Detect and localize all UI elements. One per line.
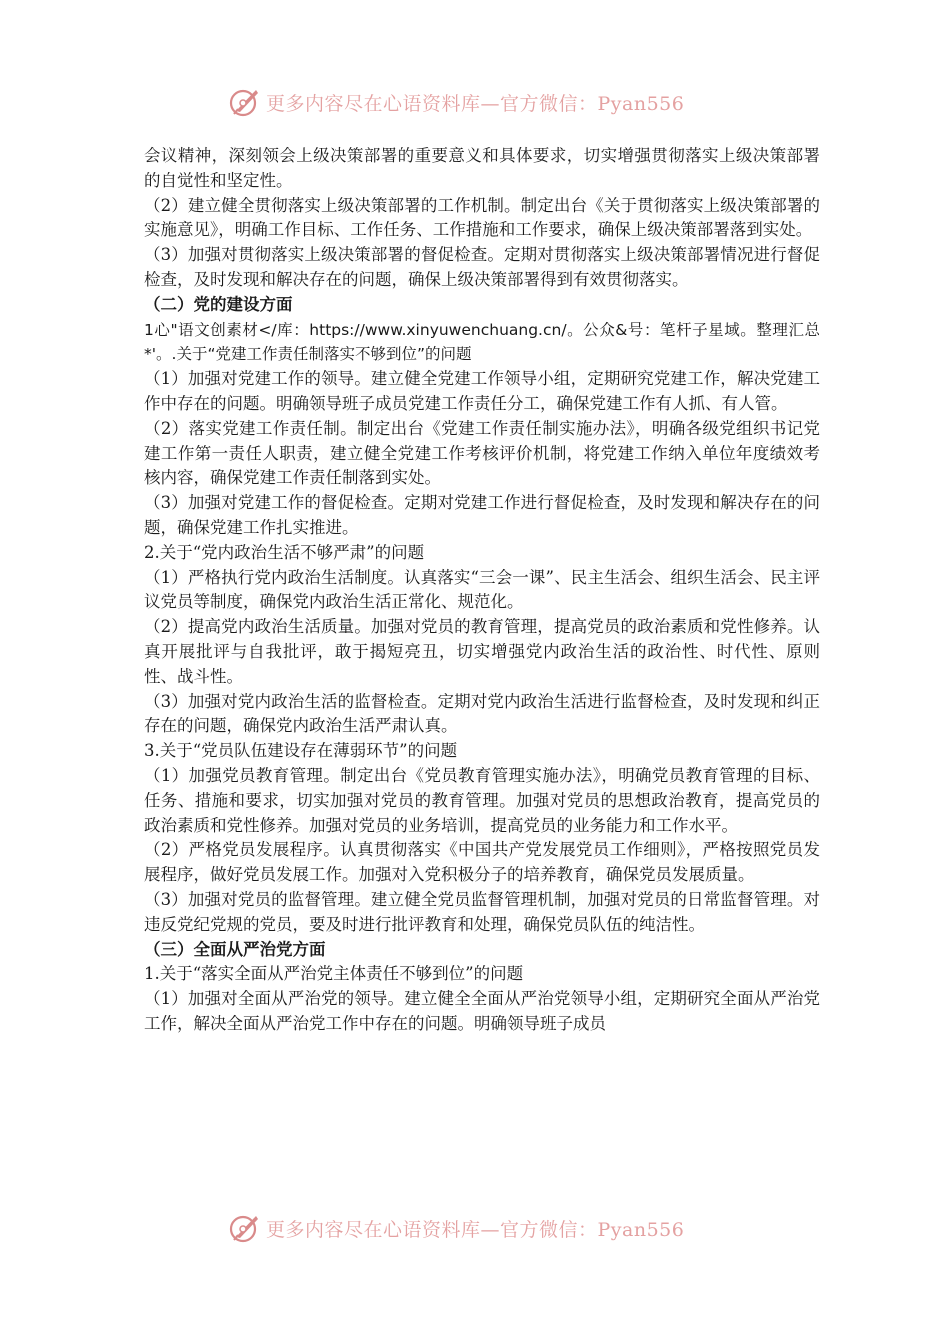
paragraph: 会议精神，深刻领会上级决策部署的重要意义和具体要求，切实增强贯彻落实上级决策部署的自觉性和坚定性。	[144, 146, 820, 190]
paragraph: （1）严格执行党内政治生活制度。认真落实“三会一课”、民主生活会、组织生活会、民主评议党员等制度，确保党内政治生活正常化、规范化。	[144, 567, 820, 612]
footer-banner	[228, 1206, 748, 1250]
paragraph: 2.关于“党内政治生活不够严肃”的问题	[144, 542, 425, 562]
paragraph: （1）加强党员教育管理。制定出台《党员教育管理实施办法》，明确党员教育管理的目标、任务、措施和要求，切实加强对党员的教育管理。加强对党员的思想政治教育，提高党员的政治素质和党性修养。加强对党员的业务培训，提高党员的业务能力和工作水平。	[144, 765, 820, 835]
paragraph: （3）加强对党内政治生活的监督检查。定期对党内政治生活进行监督检查，及时发现和纠正存在的问题，确保党内政治生活严肃认真。	[144, 691, 820, 736]
paragraph: （1）加强对全面从严治党的领导。建立健全全面从严治党领导小组，定期研究全面从严治党工作，解决全面从严治党工作中存在的问题。明确领导班子成员	[144, 989, 820, 1033]
quill-logo-icon	[228, 85, 262, 119]
paragraph: 3.关于“党员队伍建设存在薄弱环节”的问题	[144, 741, 458, 761]
footer-banner-text: 更多内容尽在心语资料库—官方微信：Pyan556	[266, 1218, 685, 1241]
paragraph: （2）严格党员发展程序。认真贯彻落实《中国共产党发展党员工作细则》，严格按照党员发展程序，做好党员发展工作。加强对入党积极分子的培养教育，确保党员发展质量。	[144, 840, 820, 885]
paragraph: （1）加强对党建工作的领导。建立健全党建工作领导小组，定期研究党建工作，解决党建工作中存在的问题。明确领导班子成员党建工作责任分工，确保党建工作有人抓、有人管。	[144, 369, 820, 413]
paragraph: （2）提高党内政治生活质量。加强对党员的教育管理，提高党员的政治素质和党性修养。认真开展批评与自我批评，敢于揭短亮丑，切实增强党内政治生活的政治性、时代性、原则性、战斗性。	[144, 617, 820, 686]
paragraph: 1心"语文创素材</库：https://www.xinyuwenchuang.cn/。公众&号：笔杆子星域。整理汇总*'。.关于“党建工作责任制落实不够到位”的问题	[144, 320, 820, 364]
section-heading: （二）党的建设方面	[144, 294, 293, 314]
paragraph: （3）加强对贯彻落实上级决策部署的督促检查。定期对贯彻落实上级决策部署情况进行督促检查，及时发现和解决存在的问题，确保上级决策部署得到有效贯彻落实。	[144, 245, 820, 289]
paragraph: （2）落实党建工作责任制。制定出台《党建工作责任制实施办法》，明确各级党组织书记党建工作第一责任人职责，建立健全党建工作考核评价机制，将党建工作纳入单位年度绩效考核内容，确保党建工作责任制落到实处。	[144, 418, 820, 488]
paragraph: 1.关于“落实全面从严治党主体责任不够到位”的问题	[144, 964, 524, 984]
header-banner-text: 更多内容尽在心语资料库—官方微信：Pyan556	[266, 92, 685, 115]
document-body	[144, 144, 820, 1037]
paragraph: （2）建立健全贯彻落实上级决策部署的工作机制。制定出台《关于贯彻落实上级决策部署的实施意见》，明确工作目标、工作任务、工作措施和工作要求，确保上级决策部署落到实处。	[144, 195, 820, 240]
quill-logo-icon	[228, 1211, 262, 1245]
section-heading: （三）全面从严治党方面	[144, 939, 326, 959]
header-banner	[228, 80, 748, 124]
paragraph: （3）加强对党员的监督管理。建立健全党员监督管理机制，加强对党员的日常监督管理。对违反党纪党规的党员，要及时进行批评教育和处理，确保党员队伍的纯洁性。	[144, 889, 820, 934]
paragraph: （3）加强对党建工作的督促检查。定期对党建工作进行督促检查，及时发现和解决存在的问题，确保党建工作扎实推进。	[144, 493, 820, 537]
